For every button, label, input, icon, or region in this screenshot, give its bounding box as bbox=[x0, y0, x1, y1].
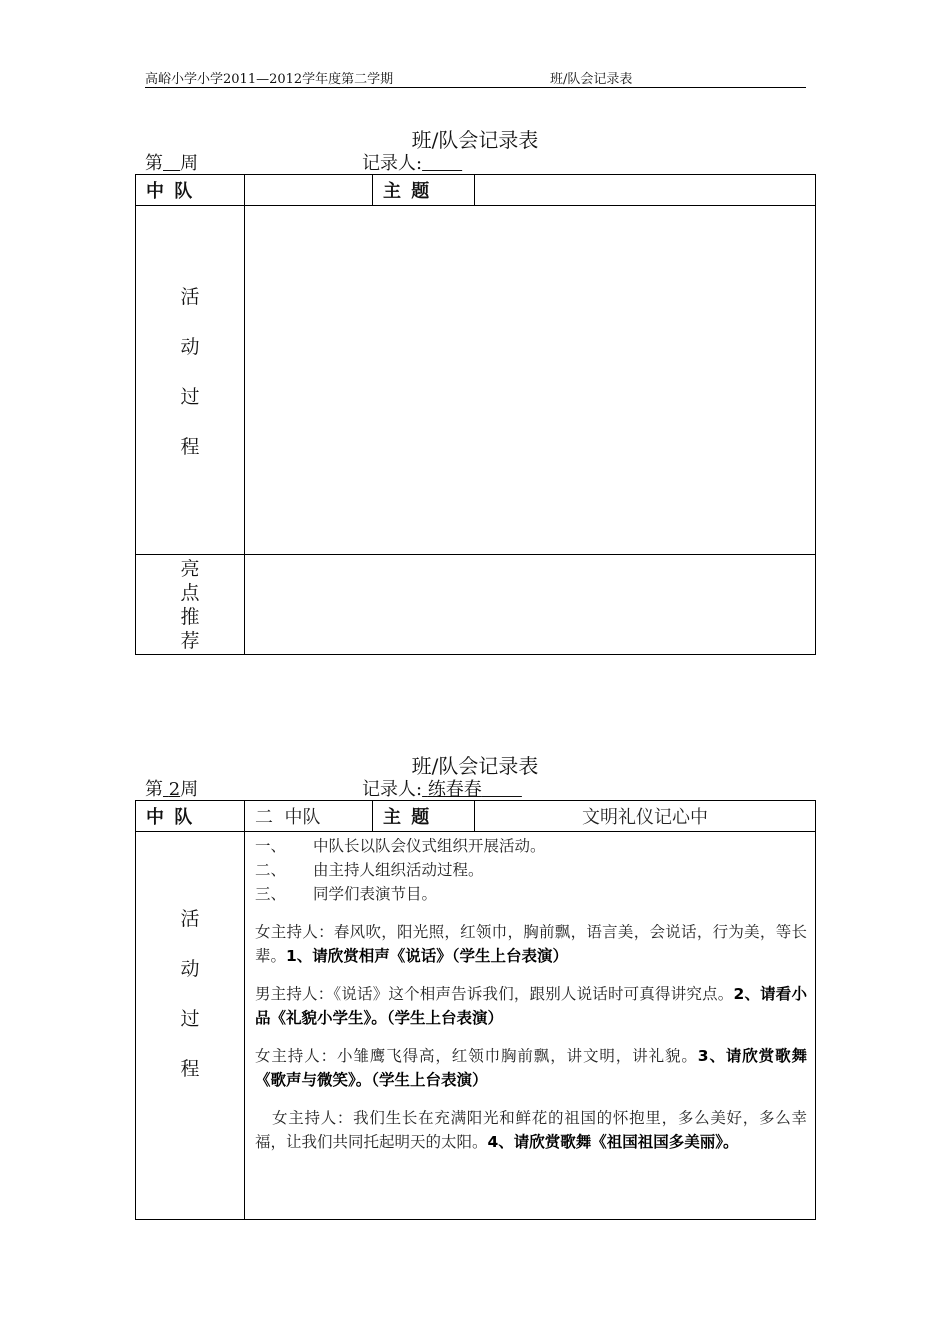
form1-highlight-label: 亮 点 推 荐 bbox=[136, 555, 245, 655]
form1-recorder: 记录人: bbox=[362, 149, 462, 175]
school-term-text: 高峪小学小学2011—2012学年度第二学期 bbox=[145, 72, 394, 87]
form2-process-label: 活 动 过 程 bbox=[136, 832, 245, 1220]
form2-theme-label: 主 题 bbox=[373, 801, 475, 832]
form2-week: 第 2周 bbox=[145, 779, 199, 800]
host-paragraph-2: 男主持人：《说话》这个相声告诉我们，跟别人说话时可真得讲究点。2、请看小品《礼貌小学生》。（学生上台表演） bbox=[255, 985, 807, 1027]
form2-recorder: 记录人: 练春春 bbox=[362, 775, 522, 801]
form1-week: 第 周 bbox=[145, 153, 199, 174]
form1-week-value[interactable] bbox=[163, 153, 180, 174]
form1-process-content[interactable] bbox=[245, 206, 816, 555]
form2-week-value[interactable]: 2 bbox=[168, 779, 181, 800]
list-item: 三、 同学们表演节目。 bbox=[255, 885, 438, 903]
form2-squad-label: 中 队 bbox=[136, 801, 245, 832]
form2-title: 班/队会记录表 bbox=[411, 754, 539, 778]
form1-theme-value[interactable] bbox=[475, 175, 816, 206]
form1-title: 班/队会记录表 bbox=[411, 128, 539, 152]
host-paragraph-4: 女主持人：我们生长在充满阳光和鲜花的祖国的怀抱里，多么美好，多么幸福，让我们共同托起明天的太阳。4、请欣赏歌舞《祖国祖国多美丽》。 bbox=[255, 1109, 807, 1151]
host-paragraph-3: 女主持人：小雏鹰飞得高，红领巾胸前飘，讲文明，讲礼貌。3、请欣赏歌舞《歌声与微笑》。（学生上台表演） bbox=[255, 1047, 807, 1089]
list-item: 一、 中队长以队会仪式组织开展活动。 bbox=[255, 837, 546, 855]
form1-recorder-value[interactable] bbox=[422, 153, 462, 174]
host-paragraph-1: 女主持人：春风吹，阳光照，红领巾，胸前飘，语言美，会说话，行为美，等长辈。1、请欣赏相声《说话》（学生上台表演） bbox=[255, 923, 807, 965]
form1-squad-label: 中 队 bbox=[136, 175, 245, 206]
form2-recorder-value[interactable]: 练春春 bbox=[427, 779, 482, 800]
form2-squad-value[interactable]: 二 中队 bbox=[245, 801, 373, 832]
form2-meta bbox=[145, 775, 645, 799]
form1-squad-value[interactable] bbox=[245, 175, 373, 206]
form1-meta bbox=[145, 149, 645, 173]
form2-theme-value[interactable]: 文明礼仪记心中 bbox=[475, 801, 816, 832]
form1-theme-label: 主 题 bbox=[373, 175, 475, 206]
form1-process-label: 活 动 过 程 bbox=[136, 206, 245, 555]
form1-table bbox=[135, 174, 816, 655]
form2-table bbox=[135, 800, 816, 1220]
page-header bbox=[145, 66, 806, 88]
form2-process-content[interactable] bbox=[245, 832, 816, 1220]
form1-highlight-content[interactable] bbox=[245, 555, 816, 655]
doc-name-text: 班/队会记录表 bbox=[550, 72, 633, 87]
list-item: 二、 由主持人组织活动过程。 bbox=[255, 861, 484, 879]
